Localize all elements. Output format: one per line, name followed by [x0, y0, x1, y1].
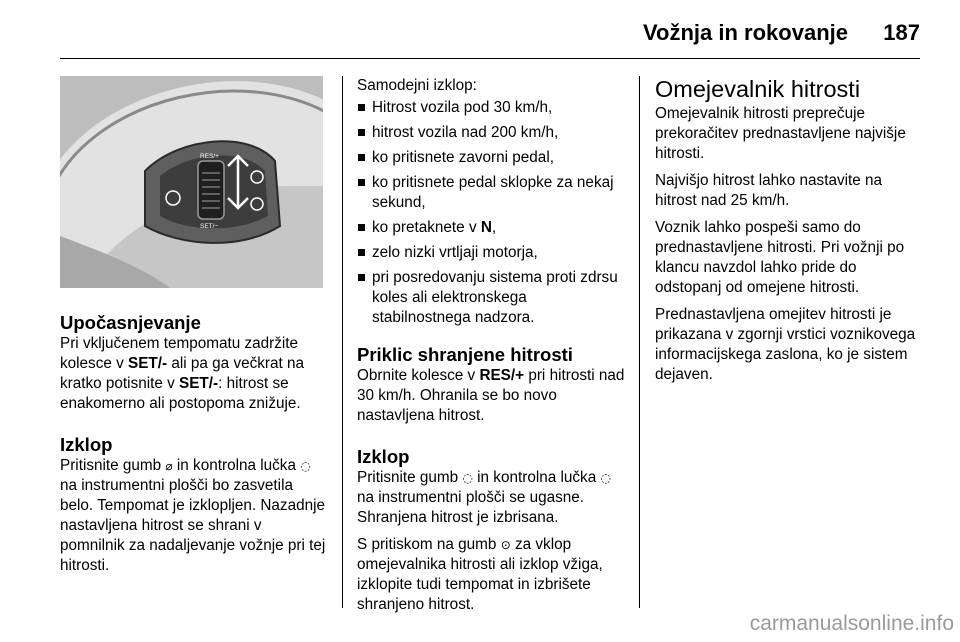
section-heading: Priklic shranjene hitrosti	[357, 344, 573, 365]
list-item: hitrost vozila nad 200 km/h,	[357, 123, 625, 143]
speed-limiter-icon: ⊙	[500, 538, 511, 552]
cruise-indicator-icon: ◌	[600, 471, 611, 485]
cruise-button-icon: ◌	[462, 471, 473, 485]
section-title: Omejevalnik hitrosti	[655, 76, 861, 102]
cruise-indicator-icon: ◌	[300, 459, 311, 473]
res-plus-label: RES/+	[200, 153, 219, 160]
set-minus-label: SET/−	[200, 223, 219, 230]
column-right	[655, 76, 923, 392]
list-item: ko pretaknete v N,	[357, 218, 625, 238]
column-left	[60, 76, 328, 583]
column-middle	[357, 76, 625, 622]
paragraph: Voznik lahko pospeši samo do prednastavljene hitrosti. Pri vožnji po klancu navzdol lahko pride do odstopanj od omejene hitrosti.	[655, 219, 905, 296]
paragraph: Prednastavljena omejitev hitrosti je prikazana v zgornji vrstici voznikovega informacijskega zaslona, ko je sistem dejaven.	[655, 306, 916, 383]
paragraph: Pri vključenem tempomatu zadržite kolesce v SET/- ali pa ga večkrat na kratko potisnite v SET/-: hitrost se enakomerno ali postopoma znižuje.	[60, 335, 305, 412]
section-heading: Upočasnjevanje	[60, 312, 201, 333]
column-divider	[639, 76, 640, 608]
list-item: zelo nizki vrtljaji motorja,	[357, 243, 625, 263]
watermark: carmanualsonline.info	[749, 612, 954, 635]
paragraph: Pritisnite gumb ⌀ in kontrolna lučka ◌ na instrumentni plošči bo zasvetila belo. Tempomat je izklopljen. Nazadnje nastavljena hitrost se shrani v pomnilnik za nadaljevanje vožnje pri tej hitrosti.	[60, 457, 326, 574]
steering-wheel-drawing	[60, 76, 323, 288]
list-item: ko pritisnete zavorni pedal,	[357, 148, 625, 168]
page-number: 187	[883, 20, 920, 45]
cruise-off-icon: ⌀	[165, 459, 173, 473]
list-item: pri posredovanju sistema proti zdrsu koles ali elektronskega stabilnostnega nadzora.	[357, 268, 625, 328]
paragraph: S pritiskom na gumb ⊙ za vklop omejevalnika hitrosti ali izklop vžiga, izklopite tudi tempomat in izbrišete shranjeno hitrost.	[357, 536, 603, 613]
section-heading: Izklop	[60, 434, 113, 455]
steering-wheel-illustration	[60, 76, 323, 288]
paragraph: Najvišjo hitrost lahko nastavite na hitrost nad 25 km/h.	[655, 172, 883, 209]
paragraph: Pritisnite gumb ◌ in kontrolna lučka ◌ na instrumentni plošči se ugasne. Shranjena hitrost je izbrisana.	[357, 469, 611, 526]
header-rule	[60, 58, 920, 59]
paragraph: Omejevalnik hitrosti preprečuje prekoračitev prednastavljene najvišje hitrosti.	[655, 105, 906, 162]
list-item: ko pritisnete pedal sklopke za nekaj sekund,	[357, 173, 625, 213]
section-heading: Izklop	[357, 446, 410, 467]
column-divider	[342, 76, 343, 608]
list-item: Hitrost vozila pod 30 km/h,	[357, 98, 625, 118]
chapter-title: Vožnja in rokovanje	[643, 20, 848, 45]
list-intro: Samodejni izklop:	[357, 77, 477, 94]
auto-off-list	[357, 98, 625, 328]
page-header	[0, 14, 960, 54]
paragraph: Obrnite kolesce v RES/+ pri hitrosti nad 30 km/h. Ohranila se bo novo nastavljena hitrost.	[357, 367, 625, 424]
